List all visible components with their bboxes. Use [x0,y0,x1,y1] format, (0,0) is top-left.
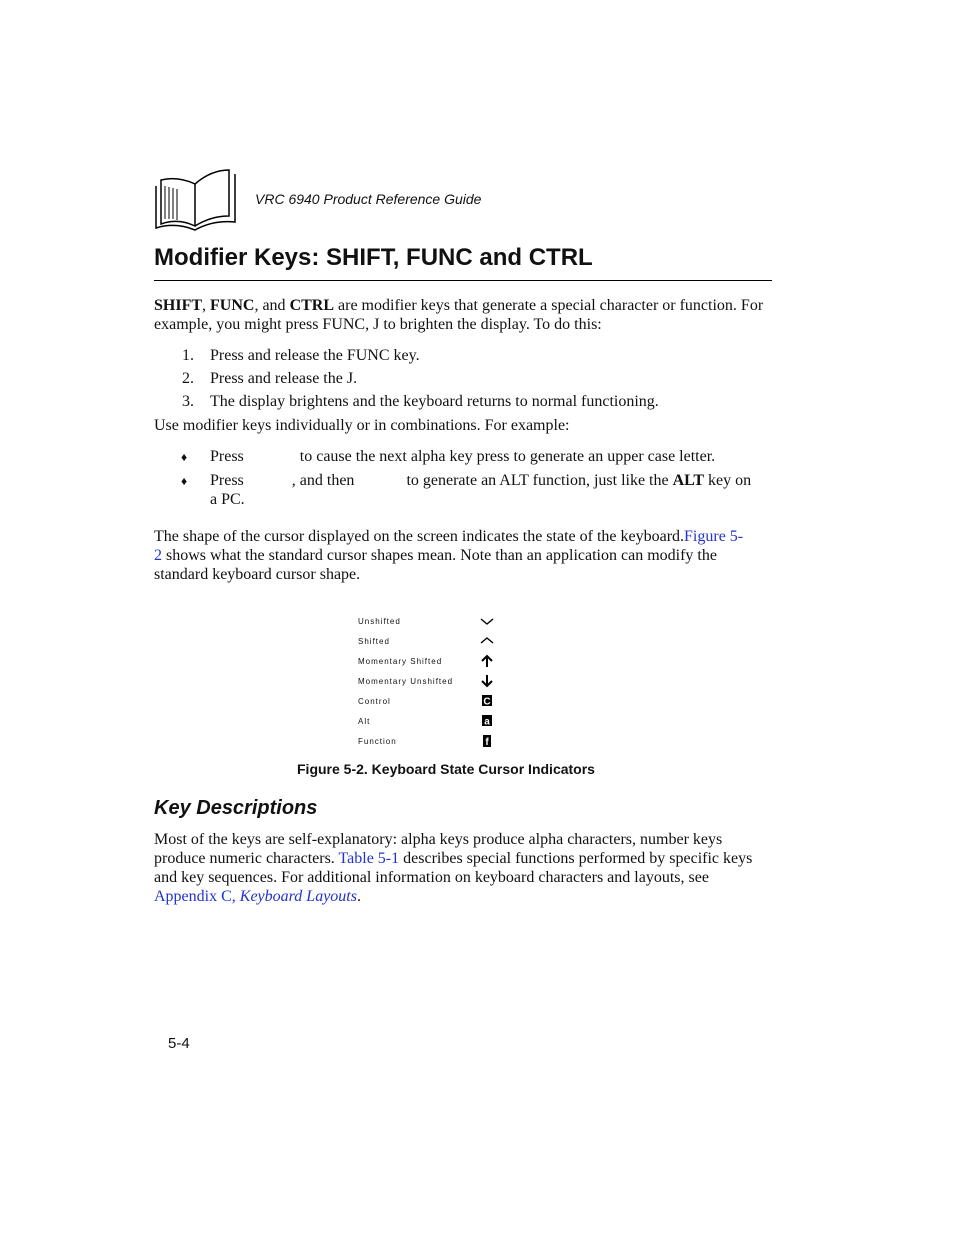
chevron-up-icon [480,634,494,648]
arrow-down-icon [480,674,494,688]
table-5-1-link[interactable]: Table 5-1 [338,850,400,867]
box-glyph: f [485,737,489,748]
bullet-text: to generate an ALT function, just like the [406,472,669,489]
combo-intro: Use modifier keys individually or in combinations. For example: [154,417,570,434]
figure-row-label: Momentary Shifted [358,657,443,666]
bullet-press: Press [210,472,244,489]
page-title: Modifier Keys: SHIFT, FUNC and CTRL [154,244,593,271]
chevron-down-icon [480,614,494,628]
step-text: Press and release the J. [210,370,358,387]
arrow-up-icon [480,654,494,668]
figure-row [358,654,498,670]
intro-separator: , and [254,297,290,314]
box-glyph: a [484,716,490,728]
func-key-term: FUNC [210,297,255,314]
f-box-icon [480,734,494,748]
step-number: 1. [182,347,194,364]
bullet-marker: ♦ [181,474,188,488]
figure-5-2-link[interactable]: Figure 5- [684,528,744,545]
step-text: The display brightens and the keyboard returns to normal functioning. [210,393,659,410]
figure-row [358,674,498,690]
cursor-para-line3: standard keyboard cursor shape. [154,566,361,583]
intro-paragraph [154,296,774,334]
box-glyph: C [483,696,491,708]
figure-row [358,734,498,750]
bullet-text: to cause the next alpha key press to generate an upper case letter. [299,448,716,465]
step-number: 2. [182,370,194,387]
kd-line3: and key sequences. For additional information on keyboard characters and layouts, see [154,869,709,886]
alt-key-term: ALT [672,472,705,489]
step-text: Press and release the FUNC key. [210,347,420,364]
bullet-mid: , and then [291,472,355,489]
a-box-icon [480,714,494,728]
subsection-title: Key Descriptions [154,797,318,819]
figure-row-label: Alt [358,717,371,726]
figure-caption: Figure 5-2. Keyboard State Cursor Indicators [297,761,595,777]
shift-key-term: SHIFT [154,297,203,314]
intro-line1-rest: are modifier keys that generate a special character or function. For [334,297,764,314]
keyboard-layouts-link[interactable]: Keyboard Layouts [239,888,357,905]
bullet-press: Press [210,448,244,465]
guide-title: VRC 6940 Product Reference Guide [255,191,482,207]
bullet-marker: ♦ [181,450,188,464]
figure-5-2-link-cont[interactable]: 2 [154,547,162,564]
figure-row-label: Shifted [358,637,390,646]
figure-row-label: Unshifted [358,617,401,626]
figure-row-label: Control [358,697,391,706]
c-box-icon [480,694,494,708]
figure-row-label: Function [358,737,397,746]
cursor-indicator-figure [358,612,498,752]
title-rule [154,280,772,281]
appendix-c-link[interactable]: Appendix C, [154,888,240,905]
key-descriptions-paragraph [154,830,774,906]
kd-line2a: produce numeric characters. [154,850,339,867]
figure-row [358,634,498,650]
kd-line2b: describes special functions performed by specific keys [399,850,753,867]
intro-separator: , [202,297,211,314]
figure-row [358,694,498,710]
cursor-para-line2: shows what the standard cursor shapes mean. Note than an application can modify the [162,547,717,564]
ctrl-key-term: CTRL [289,297,335,314]
kd-line4-end: . [356,888,361,905]
page-number: 5-4 [168,1035,190,1052]
figure-row [358,714,498,730]
cursor-paragraph [154,527,774,584]
book-icon [153,166,245,232]
figure-row-label: Momentary Unshifted [358,677,454,686]
figure-row [358,614,498,630]
bullet-line2: a PC. [210,491,245,508]
intro-line2: example, you might press FUNC, J to brighten the display. To do this: [154,316,602,333]
step-number: 3. [182,393,194,410]
bullet-text-end: key on [708,472,752,489]
kd-line1: Most of the keys are self-explanatory: alpha keys produce alpha characters, number keys [154,831,723,848]
cursor-para-line1: The shape of the cursor displayed on the screen indicates the state of the keyboard. [154,528,685,545]
